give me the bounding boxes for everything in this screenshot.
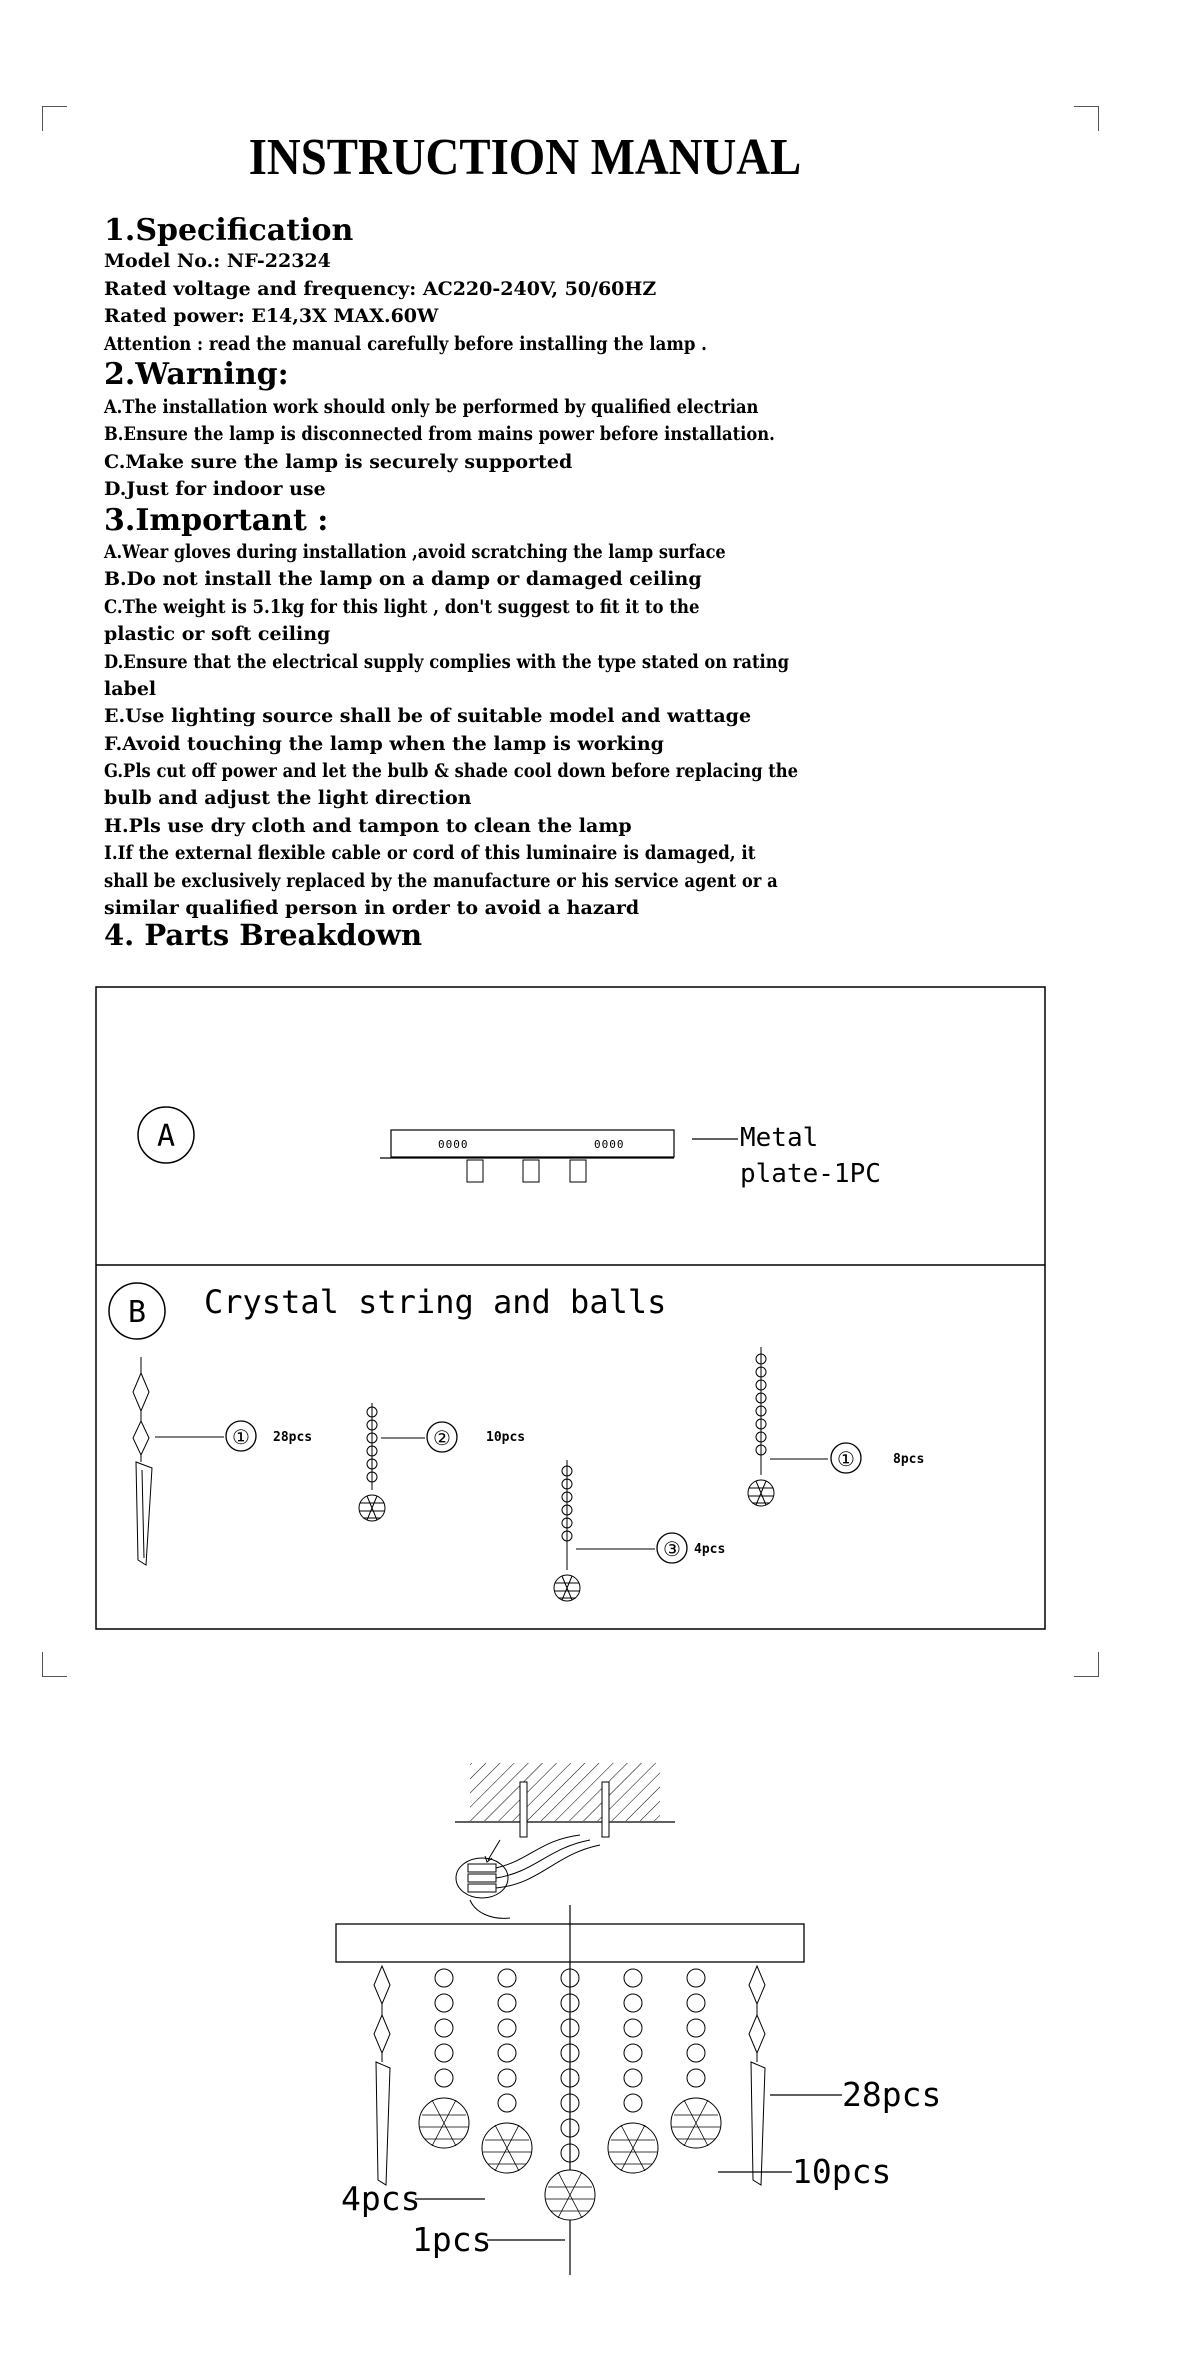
important-line: H.Pls use dry cloth and tampon to clean the lamp xyxy=(104,815,632,837)
important-line: shall be exclusively replaced by the manufacture or his service agent or a xyxy=(104,870,778,892)
assembly-diagram xyxy=(0,1700,1190,2379)
important-line: E.Use lighting source shall be of suitable model and wattage xyxy=(104,705,752,727)
part-b-title: Crystal string and balls xyxy=(204,1283,667,1321)
spec-line: Rated power: E14,3X MAX.60W xyxy=(104,305,439,327)
spec-heading: 1.Specification xyxy=(104,213,354,248)
item-3-num: ③ xyxy=(663,1537,681,1561)
item-4-num: ① xyxy=(837,1447,855,1471)
important-heading: 3.Important : xyxy=(104,503,329,538)
ceiling-screw xyxy=(602,1782,609,1837)
part-b-letter: B xyxy=(127,1295,147,1330)
crystal-prism-string xyxy=(133,1357,152,1565)
important-line: C.The weight is 5.1kg for this light , don't suggest to fit it to the xyxy=(104,596,700,618)
important-line: bulb and adjust the light direction xyxy=(104,787,472,809)
assembly-prism-right xyxy=(749,1966,765,2185)
item-4-qty: 8pcs xyxy=(893,1452,925,1467)
bead-string-4 xyxy=(554,1460,580,1601)
important-line: D.Ensure that the electrical supply complies with the type stated on rating xyxy=(104,651,790,673)
label-1pcs: 1pcs xyxy=(412,2220,492,2259)
important-line: I.If the external flexible cable or cord of this luminaire is damaged, it xyxy=(104,842,756,864)
spec-line: Rated voltage and frequency: AC220-240V, 50/60HZ xyxy=(104,278,657,300)
spec-line: Model No.: NF-22324 xyxy=(104,250,331,272)
item-2-qty: 10pcs xyxy=(486,1430,526,1445)
ceiling-hatch xyxy=(470,1763,660,1821)
metal-plate-label: plate-1PC xyxy=(740,1159,881,1189)
item-3-qty: 4pcs xyxy=(694,1542,726,1557)
important-line: similar qualified person in order to avoid a hazard xyxy=(104,897,640,919)
important-line: label xyxy=(104,678,157,700)
item-2-num: ② xyxy=(433,1426,451,1450)
important-line: plastic or soft ceiling xyxy=(104,623,331,645)
warning-heading: 2.Warning: xyxy=(104,357,289,392)
plate-tab xyxy=(570,1160,586,1182)
metal-plate-label: Metal xyxy=(740,1123,819,1153)
label-4pcs: 4pcs xyxy=(341,2179,421,2218)
metal-plate xyxy=(391,1130,674,1157)
plate-holes-left: 0000 xyxy=(438,1138,469,1151)
spec-line: Attention : read the manual carefully before installing the lamp . xyxy=(104,333,707,355)
label-28pcs: 28pcs xyxy=(842,2075,942,2114)
warning-line: A.The installation work should only be performed by qualified electrian xyxy=(104,396,759,418)
assembly-prism-left xyxy=(374,1966,390,2185)
plate-tab xyxy=(523,1160,539,1182)
plate-tab xyxy=(467,1160,483,1182)
plate-holes-right: 0000 xyxy=(594,1138,625,1151)
warning-line: B.Ensure the lamp is disconnected from mains power before installation. xyxy=(104,423,775,445)
part-a-letter: A xyxy=(156,1119,176,1154)
item-1-num: ① xyxy=(232,1425,250,1449)
warning-line: D.Just for indoor use xyxy=(104,478,326,500)
label-10pcs: 10pcs xyxy=(792,2152,892,2191)
important-line: B.Do not install the lamp on a damp or damaged ceiling xyxy=(104,568,702,590)
wire-connector xyxy=(456,1835,600,1918)
important-line: G.Pls cut off power and let the bulb & shade cool down before replacing the xyxy=(104,760,799,782)
parts-heading: 4. Parts Breakdown xyxy=(104,918,423,952)
bead-string-10 xyxy=(359,1403,385,1521)
page-title: INSTRUCTION MANUAL xyxy=(248,129,802,186)
important-line: A.Wear gloves during installation ,avoid scratching the lamp surface xyxy=(104,541,726,563)
item-1-qty: 28pcs xyxy=(273,1430,313,1445)
important-line: F.Avoid touching the lamp when the lamp is working xyxy=(104,733,664,755)
ceiling-screw xyxy=(520,1782,527,1837)
bead-string-8 xyxy=(748,1347,774,1506)
warning-line: C.Make sure the lamp is securely supported xyxy=(104,451,573,473)
